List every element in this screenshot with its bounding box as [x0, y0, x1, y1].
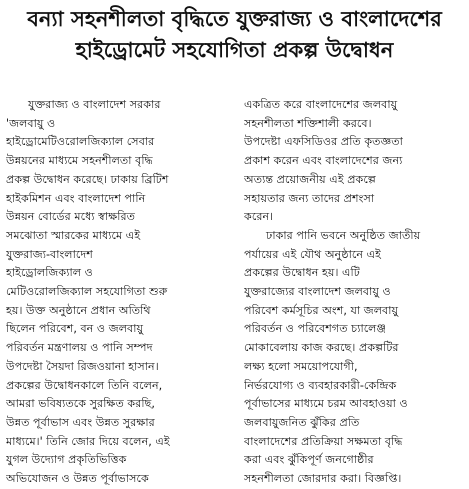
- text-line: অভিযোজন ও উন্নত পূর্বাভাসকে: [6, 472, 149, 486]
- text-line: যুক্তরাজ্য-বাংলাদেশ: [6, 247, 93, 261]
- text-line: মেটিওরোলজিক্যাল সহযোগিতা শুরু: [6, 285, 168, 299]
- text-line: যুক্তরাজ্য ও বাংলাদেশ সরকার: [28, 98, 161, 111]
- text-line: উন্নয়ন বোর্ডের মধ্যে স্বাক্ষরিত: [6, 210, 136, 224]
- text-line: করা এবং ঝুঁকিপূর্ণ জনগোষ্ঠীর: [244, 453, 374, 467]
- text-line: আমরা ভবিষ্যতকে সুরক্ষিত করছি,: [6, 397, 155, 411]
- headline: [0, 4, 469, 66]
- text-line: প্রকল্পের উদ্বোধন হয়। এটি: [244, 266, 360, 280]
- text-line: প্রকল্প উদ্বোধন করেছে। ঢাকায় ব্রিটিশ: [6, 172, 169, 186]
- text-line: পরিবর্তন মন্ত্রণালয় ও পানি সম্পদ: [6, 341, 153, 355]
- text-line: মোকাবেলায় কাজ করছে। প্রকল্পটির: [244, 341, 399, 355]
- text-line: প্রকাশ করেন এবং বাংলাদেশের জন্য: [244, 154, 403, 168]
- text-line: হাইড্রোলজিক্যাল ও: [6, 266, 93, 280]
- text-line: জলবায়ুজনিত ঝুঁকির প্রতি: [244, 415, 360, 429]
- text-line: পরিবর্তন ও পরিবেশগত চ্যালেঞ্জ: [244, 322, 387, 336]
- text-line: করেন।: [244, 210, 274, 224]
- text-line: ছিলেন পরিবেশ, বন ও জলবায়ু: [6, 322, 144, 336]
- headline-line: বন্যা সহনশীলতা বৃদ্ধিতে যুক্তরাজ্য ও বাংলাদেশের: [27, 7, 442, 31]
- text-line: মাধ্যমে।' তিনি জোর দিয়ে বলেন, এই: [6, 434, 170, 448]
- text-line: হাইকমিশন এবং বাংলাদেশ পানি: [6, 191, 146, 205]
- text-line: অত্যন্ত প্রয়োজনীয় এই প্রকল্পে: [244, 172, 376, 186]
- text-line: সমঝোতা স্মারকের মাধ্যমে এই: [6, 228, 141, 242]
- text-line: হয়। উক্ত অনুষ্ঠানে প্রধান অতিথি: [6, 303, 151, 317]
- text-line: উপদেষ্টা এফসিডিওর প্রতি কৃতজ্ঞতা: [244, 135, 403, 149]
- text-line: 'জলবায়ু ও: [6, 116, 56, 130]
- headline-line: হাইড্রোমেট সহযোগিতা প্রকল্প উদ্বোধন: [75, 38, 394, 62]
- article-column-right: [244, 96, 462, 489]
- text-line: যুগল উদ্যোগ প্রকৃতিভিত্তিক: [6, 453, 127, 467]
- text-line: বাংলাদেশের প্রতিক্রিয়া সক্ষমতা বৃদ্ধি: [244, 434, 403, 448]
- text-line: পরিবেশ কর্মসূচির অংশ, যা জলবায়ু: [244, 303, 399, 317]
- text-line: প্রকল্পের উদ্বোধনকালে তিনি বলেন,: [6, 378, 163, 392]
- text-line: পূর্বাভাসের মাধ্যমে চরম আবহাওয়া ও: [244, 397, 408, 411]
- text-line: সহনশীলতা জোরদার করা। বিজ্ঞপ্তি।: [244, 472, 402, 486]
- article-column-left: [6, 96, 224, 489]
- text-line: উন্নয়নের মাধ্যমে সহনশীলতা বৃদ্ধি: [6, 154, 153, 168]
- text-line: নির্ভরযোগ্য ও ব্যবহারকারী-কেন্দ্রিক: [244, 378, 397, 392]
- text-line: একত্রিত করে বাংলাদেশের জলবায়ু: [244, 98, 398, 111]
- text-line: যুক্তরাজ্যের বাংলাদেশ জলবায়ু ও: [244, 285, 391, 299]
- text-line: লক্ষ্য হলো সময়োপযোগী,: [244, 359, 358, 373]
- text-line: উপদেষ্টা সৈয়দা রিজওয়ানা হাসান।: [6, 359, 159, 373]
- text-line: ঢাকার পানি ভবনে অনুষ্ঠিত জাতীয়: [266, 228, 421, 242]
- text-line: পর্যায়ের এই যৌথ অনুষ্ঠানে এই: [244, 247, 381, 261]
- text-line: উন্নত পূর্বাভাস এবং উন্নত সুরক্ষার: [6, 415, 155, 429]
- text-line: সহায়তার জন্য তাদের প্রশংসা: [244, 191, 375, 205]
- text-line: সহনশীলতা শক্তিশালী করবে।: [244, 116, 372, 130]
- text-line: হাইড্রোমেটিওরোলজিক্যাল সেবার: [6, 135, 155, 149]
